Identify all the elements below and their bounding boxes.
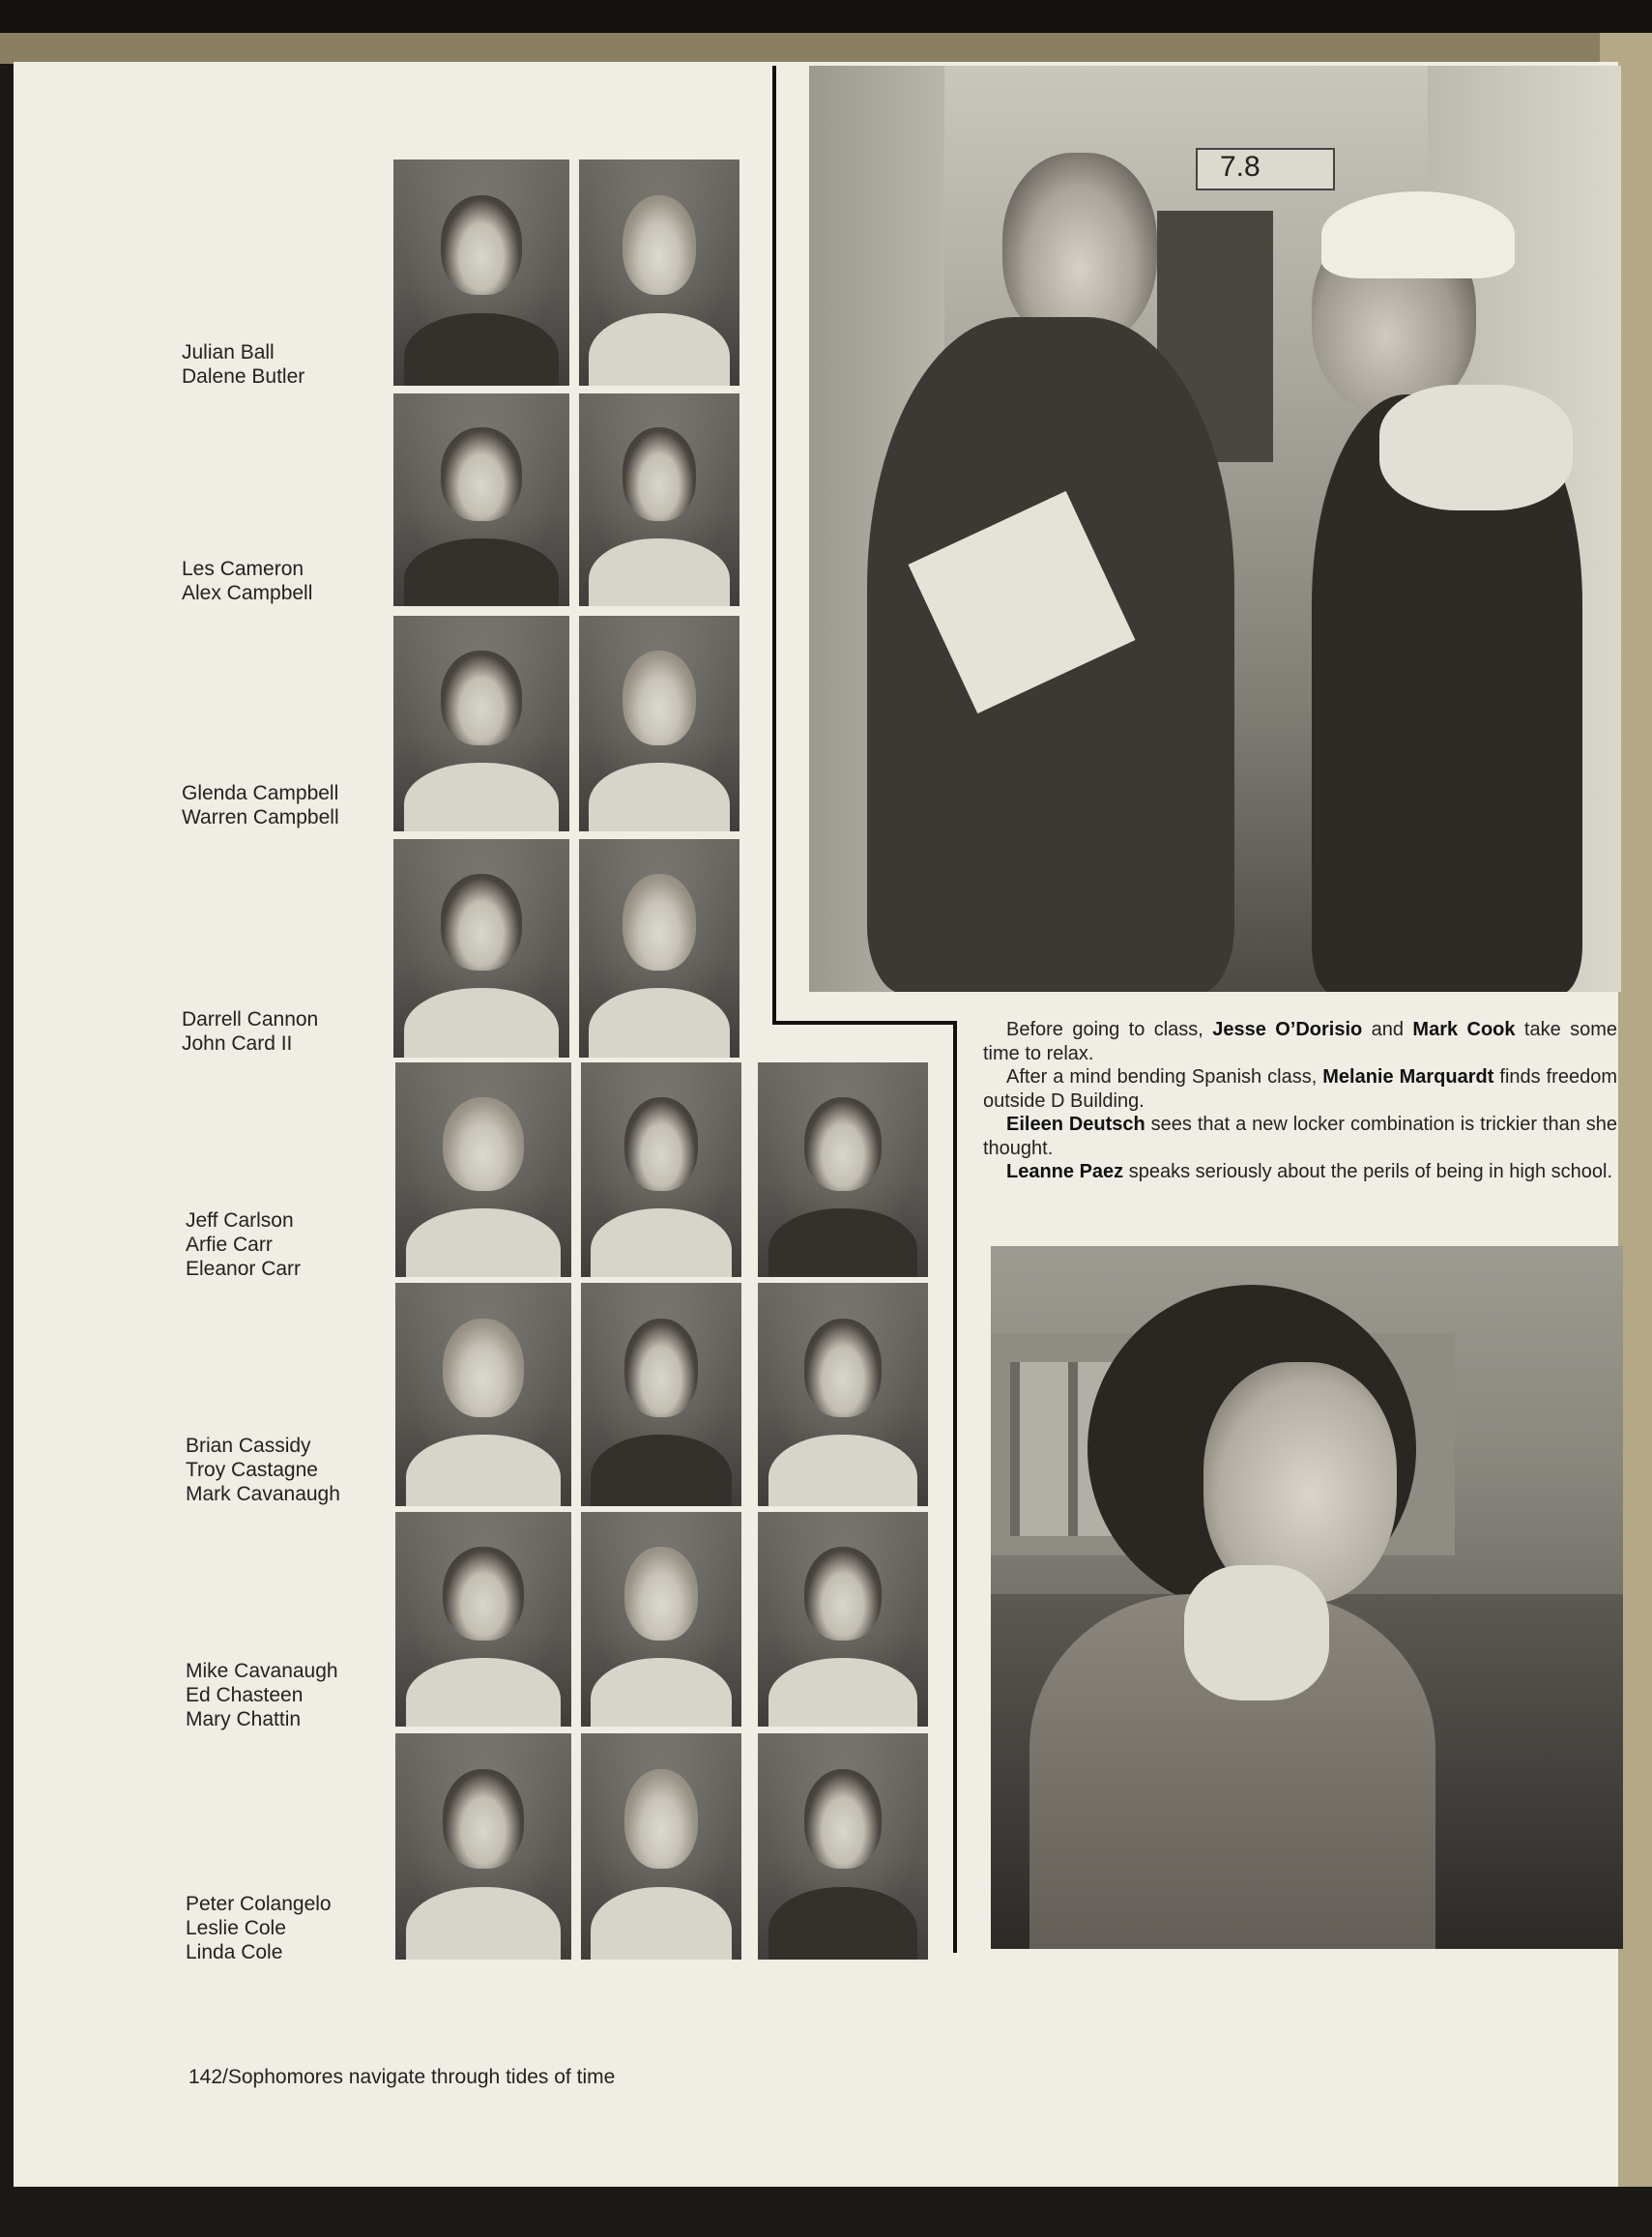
student-portrait xyxy=(393,839,569,1058)
name-block xyxy=(182,781,339,829)
caption-person-name: Jesse O’Dorisio xyxy=(1212,1019,1363,1040)
student-name: Mary Chattin xyxy=(186,1708,302,1730)
caption-person-name: Mark Cook xyxy=(1412,1019,1516,1040)
student-name: Jeff Carlson xyxy=(186,1209,294,1232)
divider-rule xyxy=(772,1021,956,1025)
student-name: Linda Cole xyxy=(186,1941,283,1963)
student-name: Julian Ball xyxy=(182,341,275,363)
caption-text: After a mind bending Spanish class, xyxy=(1006,1066,1323,1088)
caption-paragraph xyxy=(983,1065,1617,1113)
student-portrait xyxy=(393,616,569,831)
outdoor-portrait-photo xyxy=(991,1246,1623,1949)
caption-paragraph xyxy=(983,1018,1617,1065)
student-portrait xyxy=(395,1283,571,1506)
page-folio: 142/Sophomores navigate through tides of time xyxy=(188,2066,616,2088)
student-portrait xyxy=(581,1283,741,1506)
caption-text: sees that a new locker combination is trickier than she thought. xyxy=(983,1114,1617,1159)
student-name: Leslie Cole xyxy=(186,1917,286,1939)
student-portrait xyxy=(393,393,569,606)
name-block xyxy=(182,340,304,389)
name-block xyxy=(182,1007,318,1056)
student-portrait xyxy=(393,160,569,386)
name-block xyxy=(186,1434,340,1506)
student-name: Glenda Campbell xyxy=(182,782,339,804)
student-name: Warren Campbell xyxy=(182,806,339,828)
name-block xyxy=(186,1208,301,1281)
student-portrait xyxy=(581,1062,741,1277)
student-portrait xyxy=(758,1283,928,1506)
student-name: Darrell Cannon xyxy=(182,1008,319,1031)
student-name: Les Cameron xyxy=(182,558,304,580)
student-portrait xyxy=(581,1512,741,1727)
student-portrait xyxy=(395,1062,571,1277)
photo-caption xyxy=(983,1018,1617,1184)
student-name: Ed Chasteen xyxy=(186,1684,304,1706)
student-name: Brian Cassidy xyxy=(186,1435,311,1457)
hallway-photo xyxy=(809,66,1621,992)
student-portrait xyxy=(579,393,739,606)
name-block xyxy=(186,1892,332,1964)
student-portrait xyxy=(581,1733,741,1960)
hallway-sign-text: 7.8 xyxy=(1220,151,1261,183)
caption-person-name: Leanne Paez xyxy=(1006,1161,1124,1182)
book-cover-edge xyxy=(0,33,1652,64)
book-binding-bottom xyxy=(0,2187,1652,2237)
student-portrait xyxy=(579,616,739,831)
student-portrait xyxy=(579,839,739,1058)
caption-text: finds freedom outside D Building. xyxy=(983,1066,1617,1112)
student-name: Mark Cavanaugh xyxy=(186,1483,340,1505)
caption-person-name: Melanie Marquardt xyxy=(1322,1066,1494,1088)
caption-person-name: Eileen Deutsch xyxy=(1006,1114,1145,1135)
student-name: Peter Colangelo xyxy=(186,1893,332,1915)
student-name: Mike Cavanaugh xyxy=(186,1660,338,1682)
caption-text: take some time to relax. xyxy=(983,1019,1618,1064)
caption-text: Before going to class, xyxy=(1006,1019,1213,1040)
caption-paragraph xyxy=(983,1113,1617,1160)
student-portrait xyxy=(395,1733,571,1960)
divider-rule xyxy=(953,1021,957,1953)
caption-text: and xyxy=(1362,1019,1413,1040)
student-name: Dalene Butler xyxy=(182,365,305,388)
divider-rule xyxy=(772,66,776,1025)
book-binding-top xyxy=(0,0,1652,33)
student-name: John Card II xyxy=(182,1032,293,1055)
name-block xyxy=(186,1659,338,1731)
student-portrait xyxy=(395,1512,571,1727)
caption-paragraph xyxy=(983,1160,1617,1184)
caption-text: speaks seriously about the perils of being in high school. xyxy=(1123,1161,1613,1182)
student-name: Alex Campbell xyxy=(182,582,313,604)
student-name: Troy Castagne xyxy=(186,1459,318,1481)
student-portrait xyxy=(758,1062,928,1277)
student-portrait xyxy=(758,1512,928,1727)
student-name: Eleanor Carr xyxy=(186,1258,302,1280)
student-portrait xyxy=(579,160,739,386)
student-name: Arfie Carr xyxy=(186,1234,273,1256)
name-block xyxy=(182,557,312,605)
student-portrait xyxy=(758,1733,928,1960)
